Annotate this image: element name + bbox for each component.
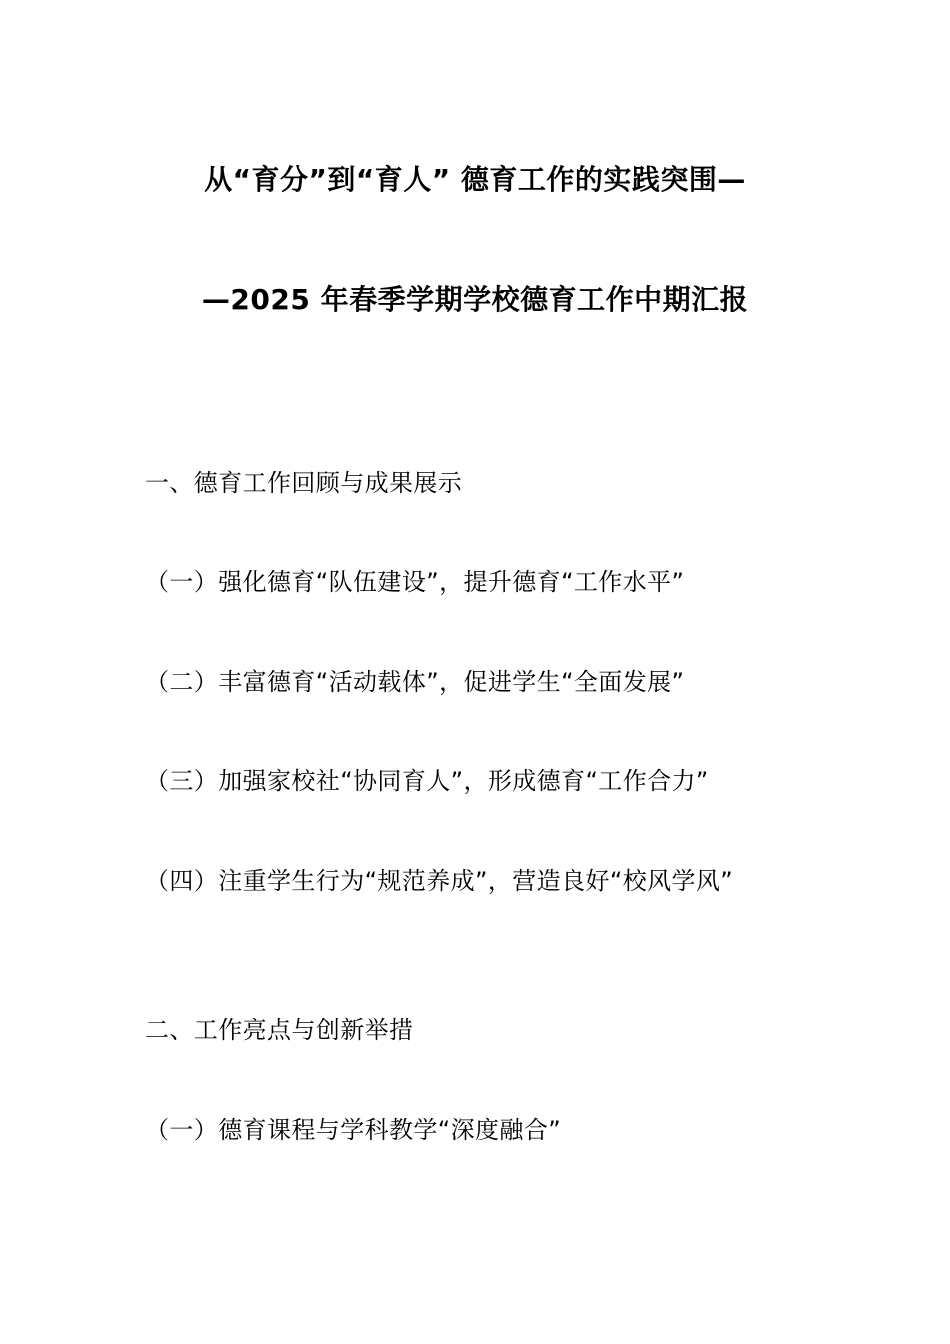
subsection-1-3: （三）加强家校社“协同育人”，形成德育“工作合力” bbox=[145, 767, 709, 795]
section-heading-1: 一、德育工作回顾与成果展示 bbox=[145, 469, 463, 497]
section-heading-2: 二、工作亮点与创新举措 bbox=[145, 1016, 414, 1044]
document-title-line-1: 从“育分”到“育人” 德育工作的实践突围— bbox=[204, 163, 746, 196]
subsection-1-1: （一）强化德育“队伍建设”，提升德育“工作水平” bbox=[145, 568, 685, 596]
document-title-line-2: —2025 年春季学期学校德育工作中期汇报 bbox=[201, 283, 749, 316]
subsection-1-2: （二）丰富德育“活动载体”，促进学生“全面发展” bbox=[145, 668, 685, 696]
subsection-2-1: （一）德育课程与学科教学“深度融合” bbox=[145, 1116, 562, 1144]
subsection-1-4: （四）注重学生行为“规范养成”，营造良好“校风学风” bbox=[145, 867, 734, 895]
